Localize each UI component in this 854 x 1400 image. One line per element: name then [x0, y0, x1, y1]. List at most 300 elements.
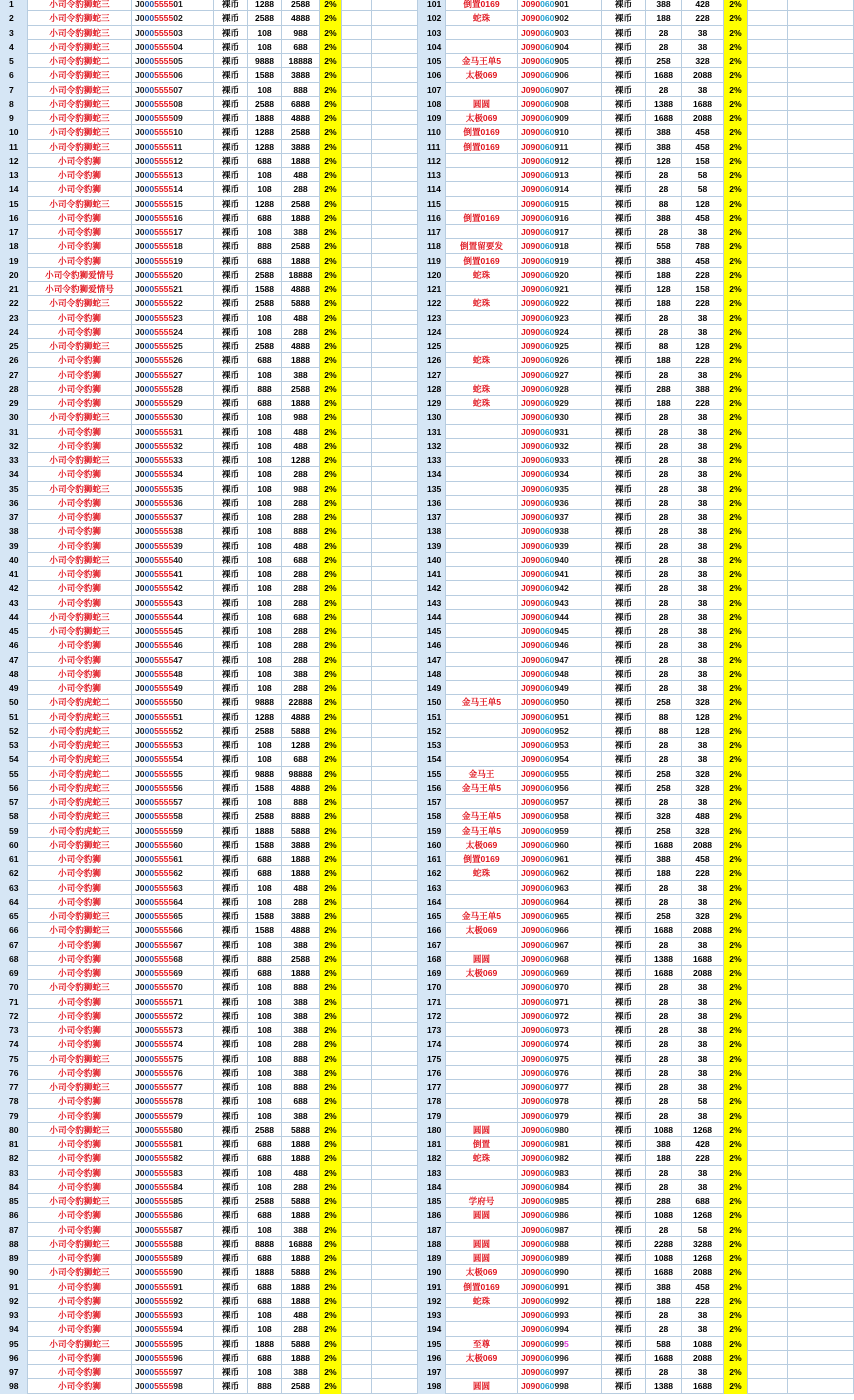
cell-type[interactable]: 裸币	[214, 895, 248, 909]
cell-type[interactable]: 裸币	[602, 1351, 646, 1365]
cell-type[interactable]: 裸币	[602, 396, 646, 410]
cell-p2[interactable]: 38	[682, 225, 724, 239]
cell-p2[interactable]: 388	[282, 368, 320, 382]
cell-b2[interactable]	[372, 467, 418, 481]
cell-no[interactable]: 156	[418, 781, 446, 795]
cell-code[interactable]: J000555532	[132, 439, 214, 453]
cell-pct[interactable]: 2%	[320, 952, 342, 966]
cell-type[interactable]: 裸币	[602, 781, 646, 795]
cell-no[interactable]: 194	[418, 1322, 446, 1336]
cell-no[interactable]: 168	[418, 952, 446, 966]
cell-name[interactable]: 蛇珠	[446, 268, 518, 282]
cell-name[interactable]: 小司令豹狮	[28, 1009, 132, 1023]
cell-p2[interactable]: 888	[282, 1052, 320, 1066]
cell-b1[interactable]	[748, 1094, 788, 1108]
cell-name[interactable]	[446, 1066, 518, 1080]
cell-p1[interactable]: 688	[248, 211, 282, 225]
cell-p2[interactable]: 388	[282, 995, 320, 1009]
cell-no[interactable]: 3	[0, 26, 28, 40]
cell-pct[interactable]: 2%	[320, 752, 342, 766]
cell-b1[interactable]	[342, 1379, 372, 1393]
cell-type[interactable]: 裸币	[602, 909, 646, 923]
cell-pct[interactable]: 2%	[724, 895, 748, 909]
cell-p1[interactable]: 28	[646, 524, 682, 538]
cell-no[interactable]: 96	[0, 1351, 28, 1365]
cell-no[interactable]: 47	[0, 653, 28, 667]
cell-b2[interactable]	[372, 1308, 418, 1322]
cell-p2[interactable]: 38	[682, 467, 724, 481]
cell-no[interactable]: 70	[0, 980, 28, 994]
cell-b2[interactable]	[788, 1052, 854, 1066]
cell-type[interactable]: 裸币	[602, 1166, 646, 1180]
cell-b2[interactable]	[372, 1094, 418, 1108]
cell-name[interactable]: 小司令豹狮蛇三	[28, 197, 132, 211]
cell-name[interactable]: 小司令豹狮	[28, 439, 132, 453]
cell-code[interactable]: J090060920	[518, 268, 602, 282]
cell-p2[interactable]: 38	[682, 1180, 724, 1194]
cell-code[interactable]: J000555508	[132, 97, 214, 111]
cell-b1[interactable]	[748, 952, 788, 966]
cell-p2[interactable]: 3288	[682, 1237, 724, 1251]
cell-name[interactable]: 小司令豹狮	[28, 168, 132, 182]
cell-code[interactable]: J000555547	[132, 653, 214, 667]
cell-no[interactable]: 155	[418, 767, 446, 781]
cell-no[interactable]: 28	[0, 382, 28, 396]
cell-no[interactable]: 163	[418, 881, 446, 895]
cell-no[interactable]: 46	[0, 638, 28, 652]
cell-pct[interactable]: 2%	[724, 111, 748, 125]
cell-type[interactable]: 裸币	[602, 496, 646, 510]
cell-name[interactable]: 小司令豹狮	[28, 866, 132, 880]
cell-type[interactable]: 裸币	[214, 724, 248, 738]
cell-p1[interactable]: 28	[646, 496, 682, 510]
cell-type[interactable]: 裸币	[214, 1094, 248, 1108]
cell-pct[interactable]: 2%	[320, 724, 342, 738]
cell-p1[interactable]: 1088	[646, 1123, 682, 1137]
cell-pct[interactable]: 2%	[724, 1137, 748, 1151]
cell-type[interactable]: 裸币	[214, 68, 248, 82]
cell-pct[interactable]: 2%	[320, 11, 342, 25]
cell-p1[interactable]: 108	[248, 1166, 282, 1180]
cell-p2[interactable]: 38	[682, 496, 724, 510]
cell-code[interactable]: J000555535	[132, 482, 214, 496]
cell-type[interactable]: 裸币	[602, 197, 646, 211]
cell-b1[interactable]	[342, 638, 372, 652]
cell-b1[interactable]	[342, 567, 372, 581]
cell-p2[interactable]: 328	[682, 824, 724, 838]
cell-type[interactable]: 裸币	[602, 311, 646, 325]
cell-p2[interactable]: 158	[682, 154, 724, 168]
cell-b1[interactable]	[748, 881, 788, 895]
cell-b2[interactable]	[372, 567, 418, 581]
cell-type[interactable]: 裸币	[214, 653, 248, 667]
cell-no[interactable]: 148	[418, 667, 446, 681]
cell-pct[interactable]: 2%	[320, 510, 342, 524]
cell-b2[interactable]	[372, 1066, 418, 1080]
cell-name[interactable]: 小司令豹狮	[28, 1208, 132, 1222]
cell-name[interactable]	[446, 553, 518, 567]
cell-b2[interactable]	[372, 553, 418, 567]
cell-p1[interactable]: 188	[646, 1151, 682, 1165]
cell-name[interactable]: 小司令豹狮	[28, 467, 132, 481]
cell-p1[interactable]: 588	[646, 1337, 682, 1351]
cell-pct[interactable]: 2%	[320, 824, 342, 838]
cell-pct[interactable]: 2%	[320, 83, 342, 97]
cell-p2[interactable]: 328	[682, 781, 724, 795]
cell-name[interactable]: 小司令豹狮蛇三	[28, 553, 132, 567]
cell-pct[interactable]: 2%	[724, 1223, 748, 1237]
cell-type[interactable]: 裸币	[602, 795, 646, 809]
cell-b2[interactable]	[372, 353, 418, 367]
cell-b2[interactable]	[372, 26, 418, 40]
cell-code[interactable]: J090060992	[518, 1294, 602, 1308]
cell-b2[interactable]	[372, 1251, 418, 1265]
cell-b1[interactable]	[748, 781, 788, 795]
cell-code[interactable]: J000555542	[132, 581, 214, 595]
cell-b2[interactable]	[372, 325, 418, 339]
cell-code[interactable]: J000555580	[132, 1123, 214, 1137]
cell-p2[interactable]: 1888	[282, 966, 320, 980]
cell-no[interactable]: 133	[418, 453, 446, 467]
cell-no[interactable]: 144	[418, 610, 446, 624]
cell-b2[interactable]	[788, 980, 854, 994]
cell-b2[interactable]	[788, 140, 854, 154]
cell-b2[interactable]	[372, 1280, 418, 1294]
cell-no[interactable]: 109	[418, 111, 446, 125]
cell-p1[interactable]: 28	[646, 553, 682, 567]
cell-b1[interactable]	[748, 0, 788, 11]
cell-type[interactable]: 裸币	[214, 1351, 248, 1365]
cell-b1[interactable]	[342, 1052, 372, 1066]
cell-pct[interactable]: 2%	[724, 11, 748, 25]
cell-no[interactable]: 189	[418, 1251, 446, 1265]
cell-code[interactable]: J000555518	[132, 239, 214, 253]
cell-pct[interactable]: 2%	[724, 1009, 748, 1023]
cell-b1[interactable]	[748, 710, 788, 724]
cell-type[interactable]: 裸币	[214, 182, 248, 196]
cell-pct[interactable]: 2%	[724, 539, 748, 553]
cell-b1[interactable]	[342, 282, 372, 296]
cell-b1[interactable]	[342, 168, 372, 182]
cell-b1[interactable]	[342, 1109, 372, 1123]
cell-no[interactable]: 112	[418, 154, 446, 168]
cell-pct[interactable]: 2%	[320, 211, 342, 225]
cell-p1[interactable]: 28	[646, 1308, 682, 1322]
cell-name[interactable]: 小司令豹狮	[28, 895, 132, 909]
cell-pct[interactable]: 2%	[724, 368, 748, 382]
cell-no[interactable]: 75	[0, 1052, 28, 1066]
cell-code[interactable]: J090060924	[518, 325, 602, 339]
cell-name[interactable]: 小司令豹狮爱情号	[28, 282, 132, 296]
cell-p2[interactable]: 38	[682, 738, 724, 752]
cell-code[interactable]: J090060956	[518, 781, 602, 795]
cell-name[interactable]	[446, 995, 518, 1009]
cell-b1[interactable]	[748, 239, 788, 253]
cell-b2[interactable]	[372, 1137, 418, 1151]
cell-type[interactable]: 裸币	[214, 881, 248, 895]
cell-name[interactable]	[446, 1109, 518, 1123]
cell-b2[interactable]	[788, 1322, 854, 1336]
cell-no[interactable]: 21	[0, 282, 28, 296]
cell-pct[interactable]: 2%	[724, 254, 748, 268]
cell-no[interactable]: 56	[0, 781, 28, 795]
cell-b2[interactable]	[788, 1109, 854, 1123]
cell-name[interactable]	[446, 524, 518, 538]
cell-pct[interactable]: 2%	[320, 695, 342, 709]
cell-b2[interactable]	[372, 482, 418, 496]
cell-p1[interactable]: 1588	[248, 282, 282, 296]
cell-p1[interactable]: 28	[646, 168, 682, 182]
cell-code[interactable]: J090060954	[518, 752, 602, 766]
cell-type[interactable]: 裸币	[214, 368, 248, 382]
cell-p1[interactable]: 108	[248, 1109, 282, 1123]
cell-code[interactable]: J090060987	[518, 1223, 602, 1237]
cell-p1[interactable]: 688	[248, 866, 282, 880]
cell-no[interactable]: 77	[0, 1080, 28, 1094]
cell-p2[interactable]: 58	[682, 168, 724, 182]
cell-p2[interactable]: 2588	[282, 0, 320, 11]
cell-name[interactable]: 蛇珠	[446, 1151, 518, 1165]
cell-b1[interactable]	[748, 596, 788, 610]
cell-no[interactable]: 61	[0, 852, 28, 866]
cell-type[interactable]: 裸币	[602, 1194, 646, 1208]
cell-p1[interactable]: 888	[248, 1379, 282, 1393]
cell-no[interactable]: 167	[418, 938, 446, 952]
cell-code[interactable]: J090060910	[518, 125, 602, 139]
cell-name[interactable]: 小司令豹狮	[28, 382, 132, 396]
cell-no[interactable]: 150	[418, 695, 446, 709]
cell-code[interactable]: J000555588	[132, 1237, 214, 1251]
cell-no[interactable]: 13	[0, 168, 28, 182]
cell-no[interactable]: 110	[418, 125, 446, 139]
cell-type[interactable]: 裸币	[214, 439, 248, 453]
cell-type[interactable]: 裸币	[602, 1009, 646, 1023]
cell-no[interactable]: 135	[418, 482, 446, 496]
cell-b2[interactable]	[372, 97, 418, 111]
cell-no[interactable]: 27	[0, 368, 28, 382]
cell-name[interactable]: 小司令豹狮蛇三	[28, 453, 132, 467]
cell-type[interactable]: 裸币	[602, 1280, 646, 1294]
cell-code[interactable]: J090060983	[518, 1166, 602, 1180]
cell-no[interactable]: 22	[0, 296, 28, 310]
cell-code[interactable]: J000555597	[132, 1365, 214, 1379]
cell-type[interactable]: 裸币	[214, 453, 248, 467]
cell-no[interactable]: 93	[0, 1308, 28, 1322]
cell-type[interactable]: 裸币	[602, 1223, 646, 1237]
cell-type[interactable]: 裸币	[214, 824, 248, 838]
cell-p2[interactable]: 2588	[282, 382, 320, 396]
cell-b2[interactable]	[372, 154, 418, 168]
cell-code[interactable]: J000555551	[132, 710, 214, 724]
cell-b2[interactable]	[372, 168, 418, 182]
cell-pct[interactable]: 2%	[724, 268, 748, 282]
cell-code[interactable]: J090060912	[518, 154, 602, 168]
cell-b1[interactable]	[748, 54, 788, 68]
cell-type[interactable]: 裸币	[602, 296, 646, 310]
cell-name[interactable]: 小司令豹狮	[28, 325, 132, 339]
cell-code[interactable]: J090060952	[518, 724, 602, 738]
cell-code[interactable]: J090060902	[518, 11, 602, 25]
cell-code[interactable]: J090060941	[518, 567, 602, 581]
cell-type[interactable]: 裸币	[214, 553, 248, 567]
cell-no[interactable]: 52	[0, 724, 28, 738]
cell-p2[interactable]: 388	[282, 1023, 320, 1037]
cell-type[interactable]: 裸币	[214, 710, 248, 724]
cell-p2[interactable]: 288	[282, 467, 320, 481]
cell-type[interactable]: 裸币	[602, 54, 646, 68]
cell-p1[interactable]: 888	[248, 952, 282, 966]
cell-no[interactable]: 101	[418, 0, 446, 11]
cell-p1[interactable]: 108	[248, 182, 282, 196]
cell-pct[interactable]: 2%	[724, 738, 748, 752]
cell-pct[interactable]: 2%	[724, 1123, 748, 1137]
cell-name[interactable]: 太极069	[446, 966, 518, 980]
cell-p2[interactable]: 328	[682, 909, 724, 923]
cell-code[interactable]: J000555590	[132, 1265, 214, 1279]
cell-b1[interactable]	[342, 510, 372, 524]
cell-name[interactable]	[446, 410, 518, 424]
cell-b1[interactable]	[342, 154, 372, 168]
cell-name[interactable]: 小司令豹虎蛇三	[28, 738, 132, 752]
cell-code[interactable]: J000555538	[132, 524, 214, 538]
cell-code[interactable]: J000555550	[132, 695, 214, 709]
cell-p2[interactable]: 228	[682, 1151, 724, 1165]
cell-b2[interactable]	[788, 667, 854, 681]
cell-b1[interactable]	[342, 296, 372, 310]
cell-b2[interactable]	[788, 510, 854, 524]
cell-b1[interactable]	[748, 467, 788, 481]
cell-name[interactable]: 金马王单5	[446, 695, 518, 709]
cell-b2[interactable]	[788, 638, 854, 652]
cell-no[interactable]: 90	[0, 1265, 28, 1279]
cell-type[interactable]: 裸币	[602, 182, 646, 196]
cell-name[interactable]: 倒置	[446, 1137, 518, 1151]
cell-b1[interactable]	[748, 182, 788, 196]
cell-pct[interactable]: 2%	[724, 382, 748, 396]
cell-pct[interactable]: 2%	[724, 1251, 748, 1265]
cell-p2[interactable]: 5888	[282, 824, 320, 838]
cell-p2[interactable]: 3888	[282, 909, 320, 923]
cell-pct[interactable]: 2%	[724, 567, 748, 581]
cell-name[interactable]: 小司令豹狮蛇三	[28, 624, 132, 638]
cell-pct[interactable]: 2%	[320, 1237, 342, 1251]
cell-pct[interactable]: 2%	[320, 1194, 342, 1208]
cell-name[interactable]: 太极069	[446, 838, 518, 852]
cell-p1[interactable]: 688	[248, 1294, 282, 1308]
cell-b2[interactable]	[372, 1223, 418, 1237]
cell-p2[interactable]: 38	[682, 410, 724, 424]
cell-code[interactable]: J000555509	[132, 111, 214, 125]
cell-name[interactable]: 小司令豹狮蛇三	[28, 1123, 132, 1137]
cell-code[interactable]: J090060993	[518, 1308, 602, 1322]
cell-b2[interactable]	[788, 182, 854, 196]
cell-code[interactable]: J000555545	[132, 624, 214, 638]
cell-type[interactable]: 裸币	[602, 1322, 646, 1336]
cell-b1[interactable]	[342, 1094, 372, 1108]
cell-name[interactable]: 圆圆	[446, 952, 518, 966]
cell-pct[interactable]: 2%	[724, 125, 748, 139]
cell-name[interactable]	[446, 1080, 518, 1094]
cell-type[interactable]: 裸币	[602, 1123, 646, 1137]
cell-b2[interactable]	[788, 1265, 854, 1279]
cell-type[interactable]: 裸币	[602, 467, 646, 481]
cell-code[interactable]: J000555563	[132, 881, 214, 895]
cell-p2[interactable]: 38	[682, 638, 724, 652]
cell-no[interactable]: 57	[0, 795, 28, 809]
cell-no[interactable]: 171	[418, 995, 446, 1009]
cell-code[interactable]: J000555530	[132, 410, 214, 424]
cell-name[interactable]: 小司令豹狮蛇三	[28, 482, 132, 496]
cell-p1[interactable]: 2588	[248, 339, 282, 353]
cell-name[interactable]: 倒置0169	[446, 211, 518, 225]
cell-type[interactable]: 裸币	[602, 809, 646, 823]
cell-p1[interactable]: 28	[646, 425, 682, 439]
cell-type[interactable]: 裸币	[214, 667, 248, 681]
cell-b2[interactable]	[788, 881, 854, 895]
cell-pct[interactable]: 2%	[724, 1379, 748, 1393]
cell-p2[interactable]: 4888	[282, 339, 320, 353]
cell-pct[interactable]: 2%	[320, 225, 342, 239]
cell-pct[interactable]: 2%	[724, 26, 748, 40]
cell-pct[interactable]: 2%	[724, 1094, 748, 1108]
cell-pct[interactable]: 2%	[320, 553, 342, 567]
cell-pct[interactable]: 2%	[320, 852, 342, 866]
cell-p1[interactable]: 108	[248, 410, 282, 424]
cell-no[interactable]: 17	[0, 225, 28, 239]
cell-p1[interactable]: 1388	[646, 97, 682, 111]
cell-p2[interactable]: 688	[682, 1194, 724, 1208]
cell-p2[interactable]: 1888	[282, 1280, 320, 1294]
cell-b1[interactable]	[342, 1009, 372, 1023]
cell-type[interactable]: 裸币	[602, 980, 646, 994]
cell-name[interactable]: 小司令豹狮	[28, 567, 132, 581]
cell-p2[interactable]: 228	[682, 296, 724, 310]
cell-pct[interactable]: 2%	[320, 482, 342, 496]
cell-type[interactable]: 裸币	[214, 140, 248, 154]
cell-name[interactable]	[446, 1094, 518, 1108]
cell-pct[interactable]: 2%	[320, 311, 342, 325]
cell-code[interactable]: J090060994	[518, 1322, 602, 1336]
cell-no[interactable]: 138	[418, 524, 446, 538]
cell-b2[interactable]	[788, 97, 854, 111]
cell-code[interactable]: J090060904	[518, 40, 602, 54]
cell-b1[interactable]	[342, 695, 372, 709]
cell-name[interactable]	[446, 1308, 518, 1322]
cell-p1[interactable]: 28	[646, 1009, 682, 1023]
cell-no[interactable]: 185	[418, 1194, 446, 1208]
cell-p2[interactable]: 38	[682, 453, 724, 467]
cell-p2[interactable]: 38	[682, 995, 724, 1009]
cell-b2[interactable]	[372, 1052, 418, 1066]
cell-no[interactable]: 62	[0, 866, 28, 880]
cell-p1[interactable]: 28	[646, 510, 682, 524]
cell-no[interactable]: 68	[0, 952, 28, 966]
cell-type[interactable]: 裸币	[602, 838, 646, 852]
cell-p1[interactable]: 28	[646, 1365, 682, 1379]
cell-no[interactable]: 78	[0, 1094, 28, 1108]
cell-p1[interactable]: 108	[248, 610, 282, 624]
cell-p1[interactable]: 2288	[646, 1237, 682, 1251]
cell-b1[interactable]	[342, 1194, 372, 1208]
cell-b1[interactable]	[748, 1223, 788, 1237]
cell-pct[interactable]: 2%	[724, 325, 748, 339]
cell-pct[interactable]: 2%	[320, 1223, 342, 1237]
cell-type[interactable]: 裸币	[214, 111, 248, 125]
cell-pct[interactable]: 2%	[320, 838, 342, 852]
cell-no[interactable]: 140	[418, 553, 446, 567]
cell-p1[interactable]: 28	[646, 439, 682, 453]
cell-pct[interactable]: 2%	[724, 653, 748, 667]
